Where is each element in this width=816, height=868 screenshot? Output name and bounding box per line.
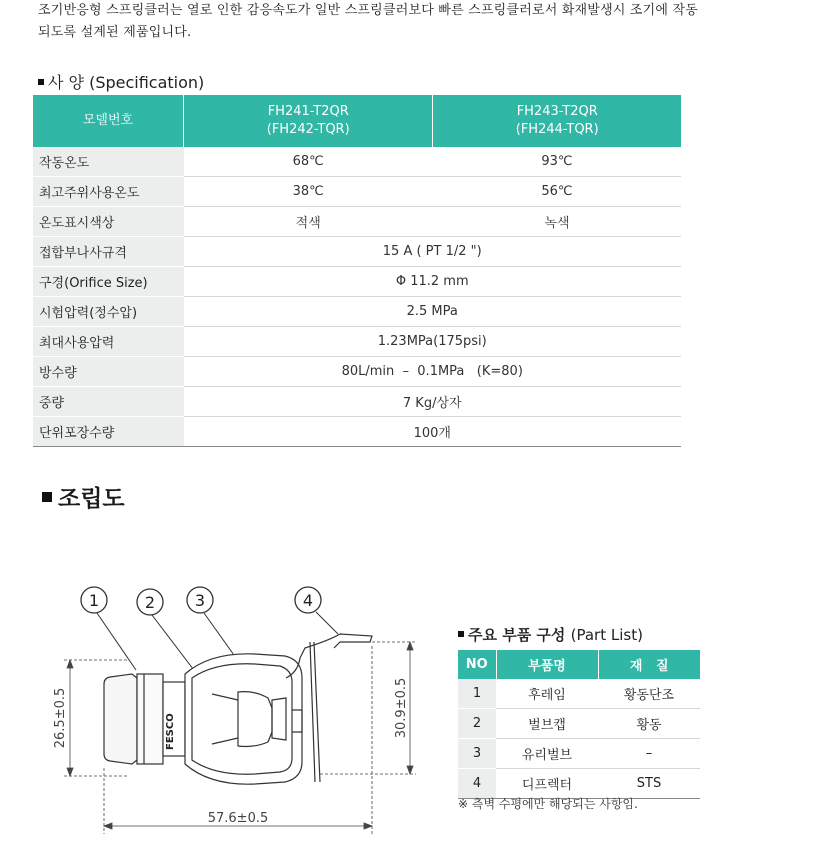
sprinkler-body <box>104 634 372 784</box>
spec-row <box>33 327 681 357</box>
spec-row <box>33 237 681 267</box>
spec-cell: 68℃ <box>184 147 433 177</box>
part-name: 유리벌브 <box>496 739 598 769</box>
model-2-alt: (FH244-TQR) <box>515 122 599 137</box>
part-material: STS <box>598 769 700 799</box>
model-1-alt: (FH242-TQR) <box>266 122 350 137</box>
spec-row <box>33 387 681 417</box>
spec-row-label: 최대사용압력 <box>33 327 184 357</box>
dimension-left-label: 26.5±0.5 <box>53 687 68 749</box>
part-no: 2 <box>458 709 496 739</box>
spec-row-label: 최고주위사용온도 <box>33 177 184 207</box>
parts-row <box>458 739 700 769</box>
spec-cell: 100개 <box>184 417 682 447</box>
parts-table <box>458 650 700 799</box>
part-material: 황동 <box>598 709 700 739</box>
parts-note: ※ 측벽 수평에만 해당되는 사항임. <box>458 797 638 811</box>
spec-row-label: 시험압력(정수압) <box>33 297 184 327</box>
square-bullet-icon <box>38 79 44 85</box>
spec-cell: 15 A ( PT 1/2 ") <box>184 237 682 267</box>
part-material: 황동단조 <box>598 679 700 709</box>
sprinkler-assembly-drawing <box>40 582 430 840</box>
spec-row <box>33 267 681 297</box>
spec-header-model-2 <box>433 95 681 147</box>
model-1-name: FH241-T2QR <box>267 104 349 119</box>
assembly-title-text: 조립도 <box>58 486 125 512</box>
spec-cell: 7 Kg/상자 <box>184 387 682 417</box>
spec-cell: 93℃ <box>433 147 681 177</box>
spec-row-label: 구경(Orifice Size) <box>33 267 184 297</box>
spec-row-label: 중량 <box>33 387 184 417</box>
spec-cell: 80L/min – 0.1MPa (K=80) <box>184 357 682 387</box>
parts-row <box>458 769 700 799</box>
intro-text <box>38 0 778 44</box>
spec-cell: 녹색 <box>433 207 681 237</box>
spec-row-label: 작동온도 <box>33 147 184 177</box>
part-no: 4 <box>458 769 496 799</box>
parts-section-title <box>458 624 643 645</box>
model-2-name: FH243-T2QR <box>516 104 598 119</box>
part-name: 벌브캡 <box>496 709 598 739</box>
spec-cell: Φ 11.2 mm <box>184 267 682 297</box>
intro-line-1: 조기반응형 스프링클러는 열로 인한 감응속도가 일반 스프링클러보다 빠른 스프링클러로서 화재발생시 조기에 작동 <box>38 3 699 18</box>
spec-row <box>33 147 681 177</box>
callout-1-label: 1 <box>88 591 100 610</box>
callout-3-label: 3 <box>194 591 206 610</box>
spec-cell: 38℃ <box>184 177 433 207</box>
spec-header-model-1 <box>184 95 433 147</box>
parts-title-ko: 주요 부품 구성 <box>468 626 566 644</box>
spec-cell: 1.23MPa(175psi) <box>184 327 682 357</box>
spec-row-label: 단위포장수량 <box>33 417 184 447</box>
parts-header-row <box>458 650 700 679</box>
spec-cell: 56℃ <box>433 177 681 207</box>
dimension-right-label: 30.9±0.5 <box>394 677 409 739</box>
spec-row <box>33 417 681 447</box>
callout-1 <box>81 587 136 670</box>
callout-4-label: 4 <box>302 591 314 610</box>
spec-header-row <box>33 95 681 147</box>
spec-table <box>33 95 681 447</box>
part-no: 1 <box>458 679 496 709</box>
parts-title-en: (Part List) <box>570 626 643 644</box>
part-material: – <box>598 739 700 769</box>
spec-row-label: 방수량 <box>33 357 184 387</box>
square-bullet-icon <box>458 631 464 637</box>
parts-header-name: 부품명 <box>496 650 598 679</box>
parts-header-material: 재 질 <box>598 650 700 679</box>
spec-row <box>33 177 681 207</box>
part-name: 후레임 <box>496 679 598 709</box>
spec-cell: 2.5 MPa <box>184 297 682 327</box>
dimension-bottom-label: 57.6±0.5 <box>207 811 269 826</box>
square-bullet-icon <box>42 492 52 502</box>
spec-title-text: 사 양 (Specification) <box>48 73 205 92</box>
parts-header-no: NO <box>458 650 496 679</box>
intro-line-2: 되도록 설계된 제품입니다. <box>38 25 192 40</box>
part-name: 디프렉터 <box>496 769 598 799</box>
callout-4 <box>295 587 338 634</box>
callout-2-label: 2 <box>144 593 156 612</box>
part-no: 3 <box>458 739 496 769</box>
parts-row <box>458 679 700 709</box>
spec-row <box>33 207 681 237</box>
spec-section-title <box>38 70 204 93</box>
fesco-logo: FESCO <box>165 713 176 750</box>
spec-row-label: 온도표시색상 <box>33 207 184 237</box>
spec-row-label: 접합부나사규격 <box>33 237 184 267</box>
assembly-section-title <box>42 480 125 513</box>
spec-cell: 적색 <box>184 207 433 237</box>
spec-header-label: 모델번호 <box>33 95 184 147</box>
spec-row <box>33 357 681 387</box>
spec-row <box>33 297 681 327</box>
parts-row <box>458 709 700 739</box>
